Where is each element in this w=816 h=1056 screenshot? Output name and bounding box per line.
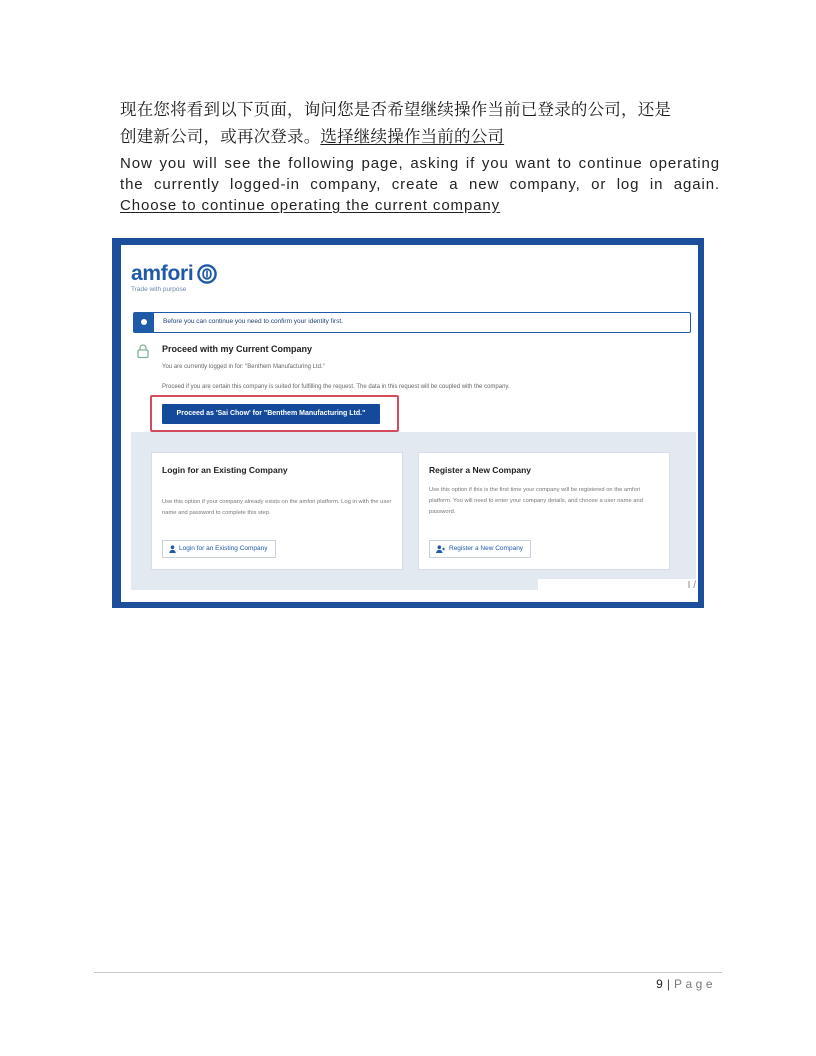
screenshot-page: [121, 245, 698, 602]
footer-separator: |: [666, 977, 670, 991]
logo-wordmark: amfori: [131, 262, 194, 285]
register-card: [418, 452, 670, 570]
cn-instruction-line1: 现在您将看到以下页面，询问您是否希望继续操作当前已登录的公司，还是: [120, 100, 672, 119]
cn-instruction-line2: [120, 123, 720, 150]
user-icon: [169, 545, 176, 553]
register-card-title: Register a New Company: [429, 465, 532, 475]
en-instruction-emphasis: Choose to continue operating the current company: [120, 197, 501, 214]
page-number: 9: [656, 977, 663, 991]
amfori-mark-icon: [197, 264, 217, 284]
login-card-description: Use this option if your company already exists on the amfori platform. Log in with the user name and password to complete this step.: [162, 499, 392, 516]
proceed-button[interactable]: Proceed as 'Sai Chow' for "Benthem Manufacturing Ltd.": [162, 404, 380, 424]
embedded-screenshot: [112, 238, 704, 608]
login-existing-button[interactable]: [162, 540, 276, 558]
register-card-description: Use this option if this is the first time your company will be registered on the amfori platform. You will need to enter your company details, and choose a user name and password.: [429, 487, 643, 515]
en-instruction-paragraph: [120, 153, 720, 216]
info-icon: [134, 313, 154, 332]
amfori-logo[interactable]: [131, 263, 217, 293]
logo-tagline: Trade with purpose: [131, 286, 187, 293]
footer-divider: [94, 972, 722, 973]
options-panel: [131, 432, 696, 590]
cn-instruction-text: 创建新公司，或再次登录。: [120, 127, 321, 146]
add-user-icon: [436, 545, 446, 553]
identity-notice: [133, 312, 691, 333]
notice-text: Before you can continue you need to confirm your identity first.: [163, 318, 343, 325]
register-new-button[interactable]: [429, 540, 531, 558]
page-label: Page: [673, 977, 716, 991]
corner-fragment: I /: [538, 579, 698, 593]
proceed-note: Proceed if you are certain this company is suited for fulfilling the request. The data in this request will be coupled with the company.: [162, 384, 510, 390]
logged-in-status: You are currently logged in for: "Benthem Manufacturing Ltd.": [162, 364, 325, 370]
instructions-block: [120, 96, 720, 216]
register-new-label: Register a New Company: [449, 545, 524, 552]
highlight-box: [150, 395, 399, 432]
cn-instruction-emphasis: 选择继续操作当前的公司: [320, 127, 505, 146]
login-card: [151, 452, 403, 570]
login-existing-label: Login for an Existing Company: [179, 545, 268, 552]
login-card-title: Login for an Existing Company: [162, 465, 288, 475]
current-company-title: Proceed with my Current Company: [162, 344, 313, 354]
page-footer: [656, 977, 716, 991]
lock-icon: [135, 343, 151, 359]
en-instruction-text: Now you will see the following page, asking if you want to continue operating the currently logged-in company, create a new company, or log in again.: [120, 155, 720, 193]
